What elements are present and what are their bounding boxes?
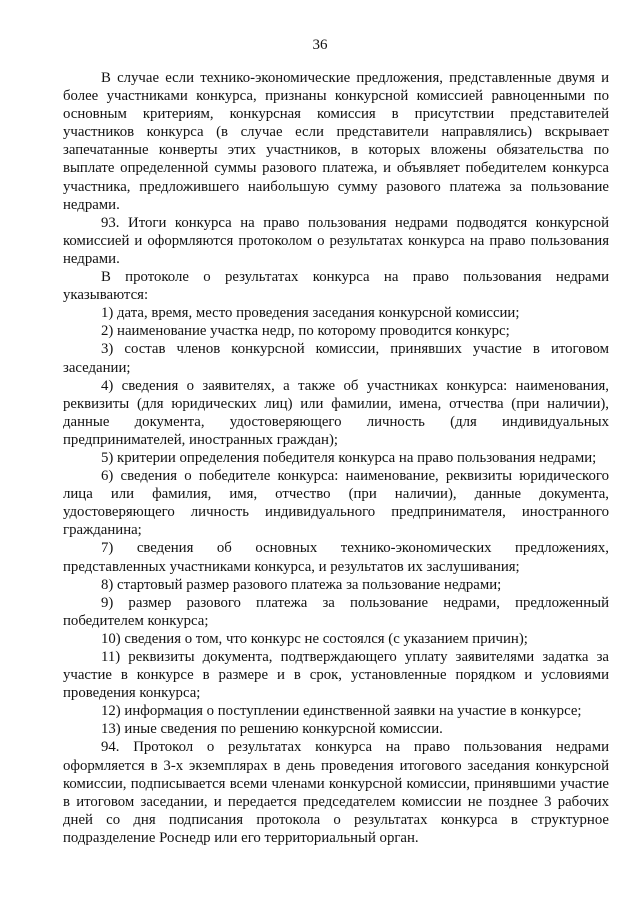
list-item-5: 5) критерии определения победителя конкурса на право пользования недрами; <box>101 449 597 466</box>
page-number: 36 <box>312 37 328 53</box>
list-item-13: 13) иные сведения по решению конкурсной комиссии. <box>101 721 443 738</box>
paragraph-tie-break: В случае если технико-экономические предложения, представленные двумя и более участниками конкурса, признаны конкурсной комиссией равноценными по основным критериям, конкурсная комиссия в присутствии представителей участников конкурса (в случае если представители направлялись) вскрывает запечатанные конверты этих участников, в которых вложены обязательства по выплате определенной суммы разового платежа, и объявляет победителем конкурса участника, предложившего наибольшую сумму разового платежа за пользование недрами. <box>63 70 609 213</box>
list-item-9: 9) размер разового платежа за пользование недрами, предложенный победителем конкурса; <box>63 594 609 629</box>
list-item-4: 4) сведения о заявителях, а также об участниках конкурса: наименования, реквизиты (для юридических лиц) или фамилии, имена, отчества (при наличии), данные документа, удостоверяющего личность (для индивидуальных предпринимателей, иностранных граждан); <box>63 377 609 448</box>
list-item-7: 7) сведения об основных технико-экономических предложениях, представленных участниками конкурса, и результатов их заслушивания; <box>63 540 609 575</box>
list-item-11: 11) реквизиты документа, подтверждающего уплату заявителями задатка за участие в конкурсе в размере и в срок, установленные порядком и условиями проведения конкурса; <box>63 649 609 702</box>
list-item-2: 2) наименование участка недр, по которому проводится конкурс; <box>101 323 510 340</box>
list-item-6: 6) сведения о победителе конкурса: наименование, реквизиты юридического лица или фамилия, имя, отчество (при наличии), данные документа, удостоверяющего личность индивидуального предпринимателя, иностранного гражданина; <box>63 468 609 539</box>
paragraph-protocol-contents-intro: В протоколе о результатах конкурса на право пользования недрами указываются: <box>63 269 609 304</box>
list-item-1: 1) дата, время, место проведения заседания конкурсной комиссии; <box>101 305 520 322</box>
document-body <box>63 69 609 847</box>
paragraph-94: 94. Протокол о результатах конкурса на право пользования недрами оформляется в 3-х экземплярах в день проведения итогового заседания конкурсной комиссии, подписывается всеми членами конкурсной комиссии, принявшими участие в итоговом заседании, и передается председателем комиссии не позднее 3 рабочих дней со дня подписания протокола о результатах конкурса в структурное подразделение Роснедр или его территориальный орган. <box>63 739 609 846</box>
list-item-3: 3) состав членов конкурсной комиссии, принявших участие в итоговом заседании; <box>63 341 609 376</box>
list-item-10: 10) сведения о том, что конкурс не состоялся (с указанием причин); <box>101 630 528 647</box>
paragraph-93: 93. Итоги конкурса на право пользования недрами подводятся конкурсной комиссией и оформляются протоколом о результатах конкурса на право пользования недрами. <box>63 214 609 267</box>
list-item-12: 12) информация о поступлении единственной заявки на участие в конкурсе; <box>101 703 582 720</box>
list-item-8: 8) стартовый размер разового платежа за пользование недрами; <box>101 576 502 593</box>
